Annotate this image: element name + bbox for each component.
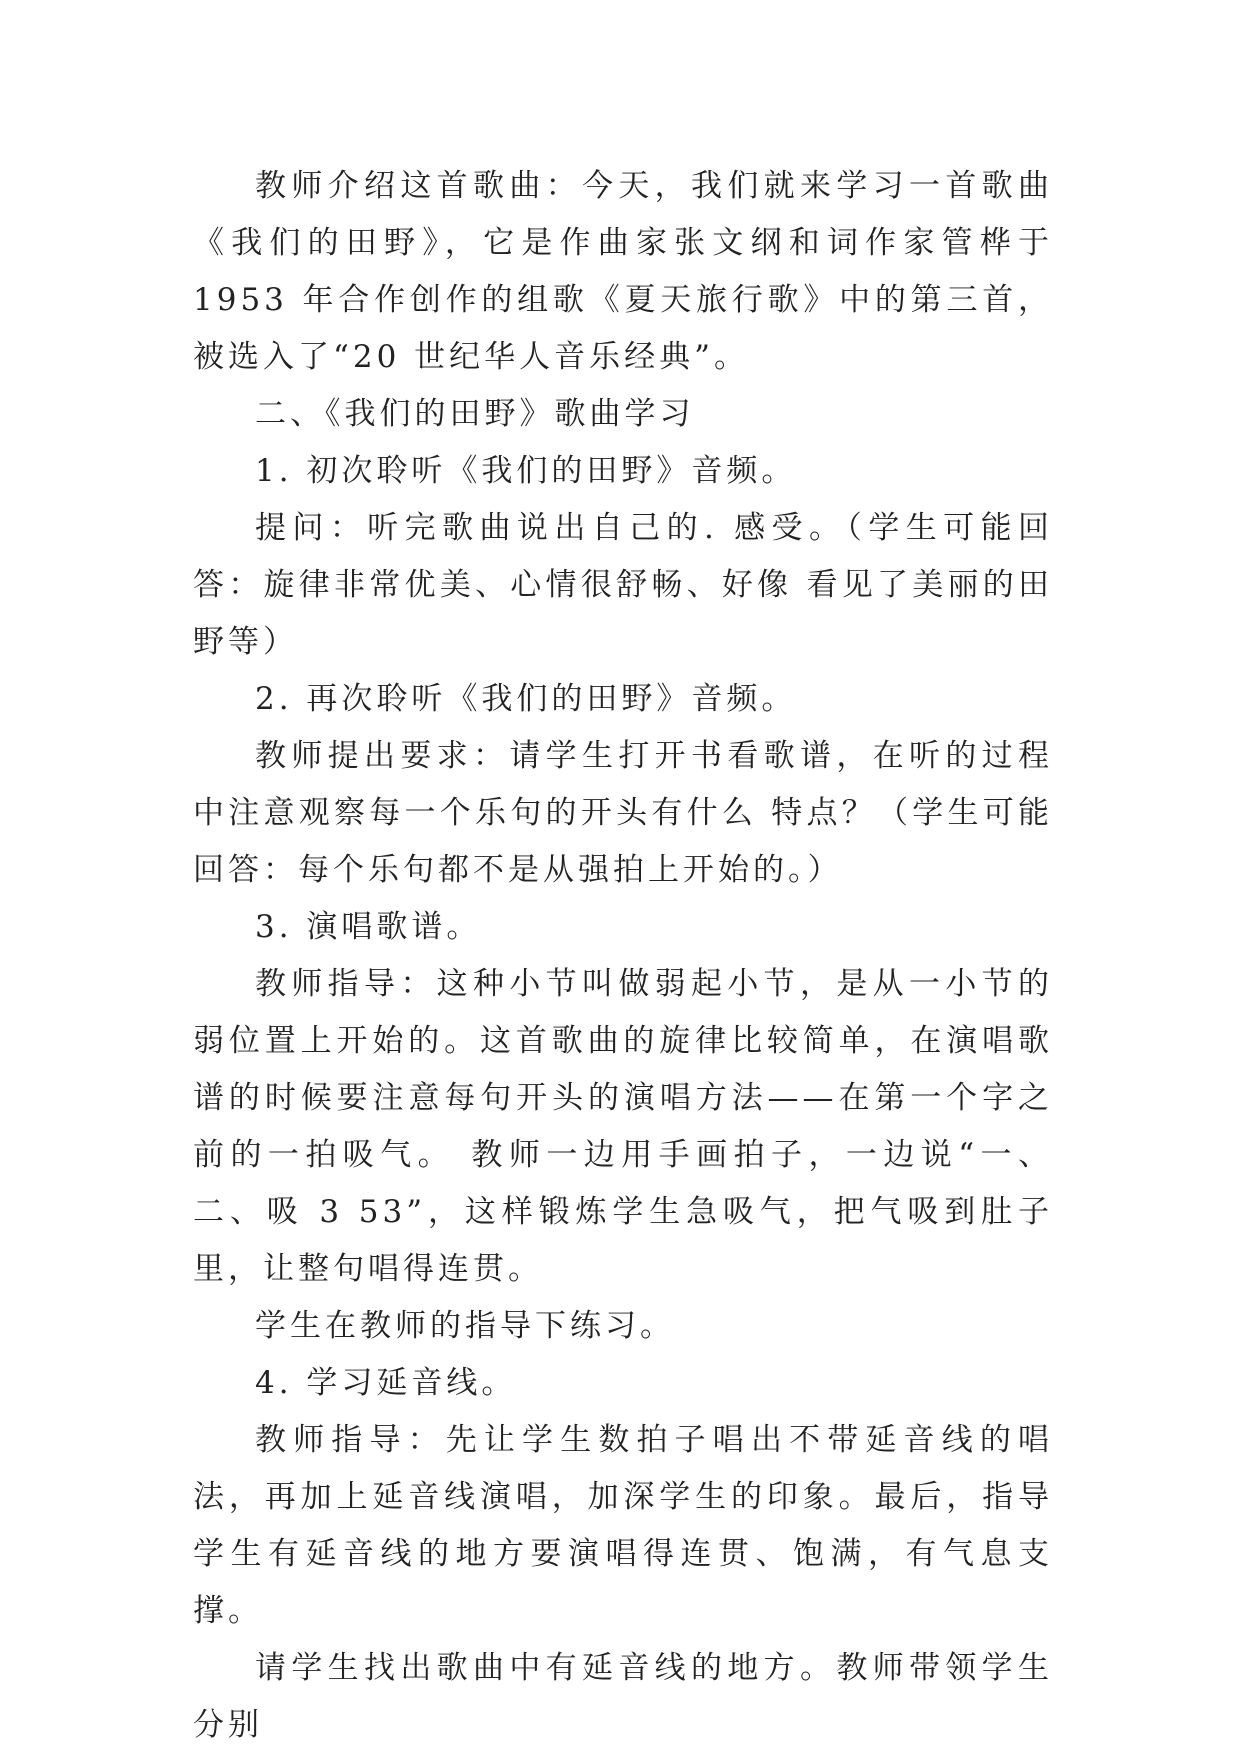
paragraph-guidance-1: 教师指导：这种小节叫做弱起小节，是从一小节的弱位置上开始的。这首歌曲的旋律比较简单，在演唱歌谱的时候要注意每句开头的演唱方法——在第一个字之前的一拍吸气。 教师一边用手画拍子，一边说“一、二、吸 3 53”，这样锻炼学生急吸气，把气吸到肚子里，让整句唱得连贯。 xyxy=(193,966,1053,1287)
section-heading: 二、《我们的田野》歌曲学习 xyxy=(255,396,695,432)
paragraph-question: 提问：听完歌曲说出自己的. 感受。（学生可能回答：旋律非常优美、心情很舒畅、好像 看见了美丽的田野等） xyxy=(193,510,1053,660)
paragraph-requirement: 教师提出要求：请学生打开书看歌谱，在听的过程中注意观察每一个乐句的开头有什么 特点？（学生可能回答：每个乐句都不是从强拍上开始的。） xyxy=(193,738,1053,888)
paragraph-guidance-2: 教师指导：先让学生数拍子唱出不带延音线的唱法，再加上延音线演唱，加深学生的印象。最后，指导学生有延音线的地方要演唱得连贯、饱满，有气息支撑。 xyxy=(193,1422,1053,1629)
step-4: 4. 学习延音线。 xyxy=(255,1365,517,1401)
paragraph-intro: 教师介绍这首歌曲：今天，我们就来学习一首歌曲《我们的田野》，它是作曲家张文纲和词作家管桦于 1953 年合作创作的组歌《夏天旅行歌》中的第三首，被选入了“20 世纪华人音乐经典”。 xyxy=(193,168,1067,375)
paragraph-practice: 学生在教师的指导下练习。 xyxy=(255,1308,675,1344)
document-body xyxy=(193,158,1067,1754)
step-3: 3. 演唱歌谱。 xyxy=(255,909,482,945)
step-1: 1. 初次聆听《我们的田野》音频。 xyxy=(255,453,797,489)
step-2: 2. 再次聆听《我们的田野》音频。 xyxy=(255,681,797,717)
paragraph-find-ties: 请学生找出歌曲中有延音线的地方。教师带领学生分别 xyxy=(193,1650,1053,1743)
